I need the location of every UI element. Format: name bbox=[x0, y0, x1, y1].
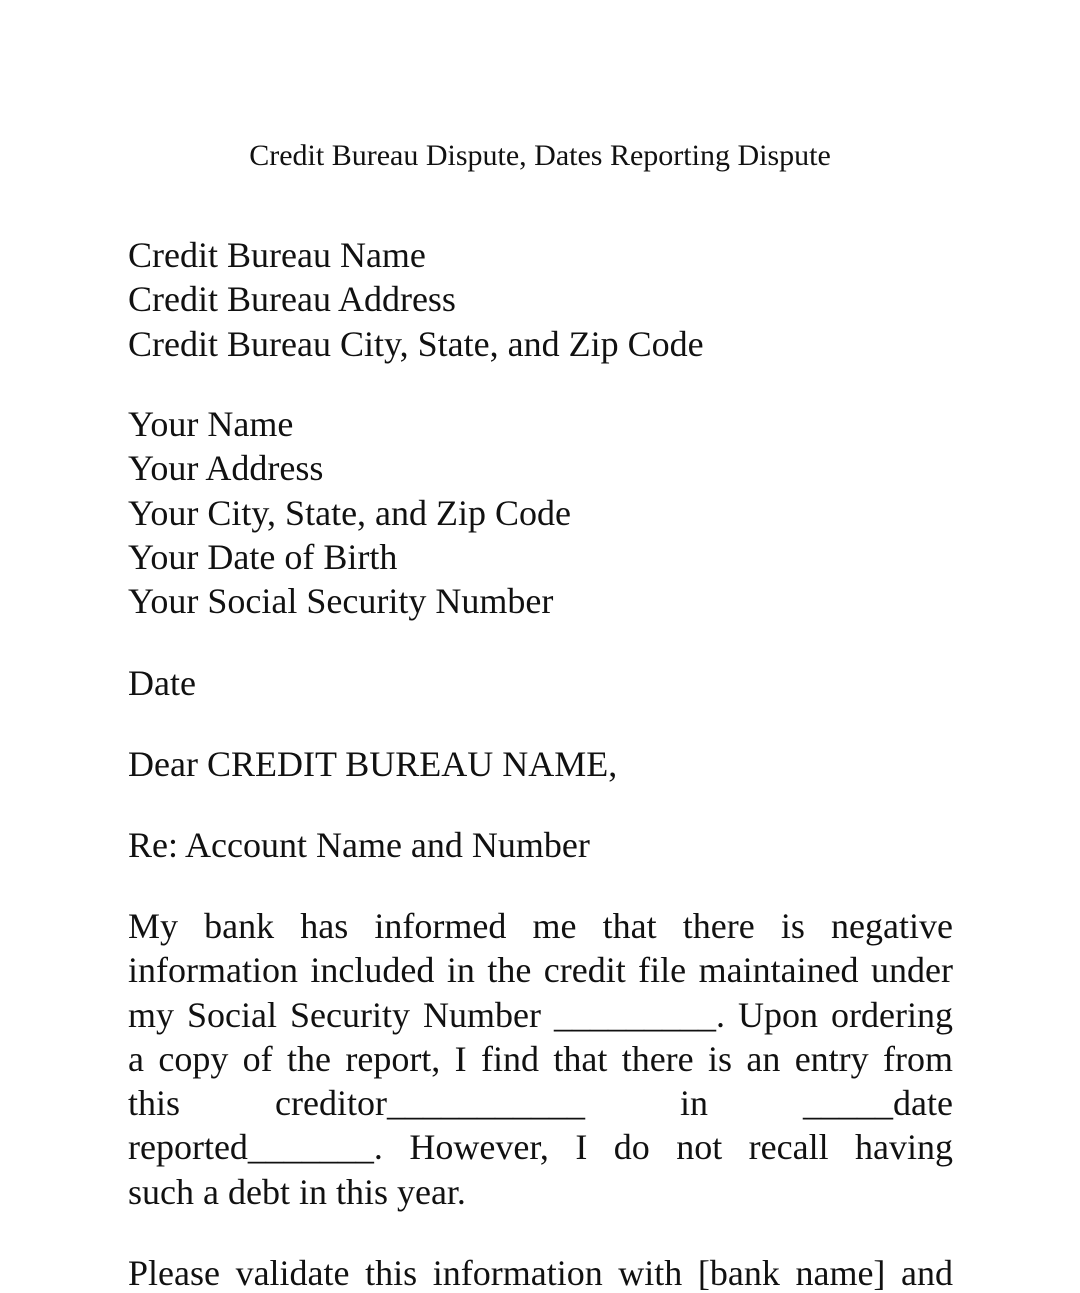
sender-city-state-zip: Your City, State, and Zip Code bbox=[128, 492, 572, 533]
paragraph-line: this creditor___________ in _____date bbox=[128, 1083, 953, 1124]
sender-address: Your Address bbox=[128, 448, 324, 489]
re-line bbox=[128, 823, 953, 867]
paragraph-2 bbox=[128, 1251, 953, 1293]
sender-info-block bbox=[128, 402, 953, 623]
paragraph-line: my Social Security Number _________. Upon ordering bbox=[128, 994, 953, 1035]
paragraph-line: reported_______. However, I do not recall having bbox=[128, 1127, 953, 1168]
salutation-text: Dear CREDIT BUREAU NAME, bbox=[128, 744, 618, 784]
salutation bbox=[128, 742, 953, 786]
recipient-address-block bbox=[128, 233, 953, 366]
recipient-name: Credit Bureau Name bbox=[128, 235, 426, 275]
paragraph-line: information included in the credit file maintained under bbox=[128, 950, 953, 991]
recipient-city-state-zip: Credit Bureau City, State, and Zip Code bbox=[128, 323, 704, 364]
paragraph-line: such a debt in this year. bbox=[128, 1171, 466, 1212]
document-title: Credit Bureau Dispute, Dates Reporting Dispute bbox=[249, 139, 831, 172]
re-line-text: Re: Account Name and Number bbox=[128, 825, 590, 865]
paragraph-line: My bank has informed me that there is negative bbox=[128, 906, 953, 946]
date-text: Date bbox=[128, 663, 196, 703]
sender-date-of-birth: Your Date of Birth bbox=[128, 536, 398, 577]
sender-ssn: Your Social Security Number bbox=[128, 581, 554, 622]
recipient-address: Credit Bureau Address bbox=[128, 279, 456, 320]
letter-date bbox=[128, 661, 953, 705]
sender-name: Your Name bbox=[128, 404, 294, 444]
paragraph-line: Please validate this information with [bank name] and bbox=[128, 1253, 953, 1293]
paragraph-line: a copy of the report, I find that there is an entry from bbox=[128, 1038, 953, 1079]
paragraph-1 bbox=[128, 904, 953, 1214]
